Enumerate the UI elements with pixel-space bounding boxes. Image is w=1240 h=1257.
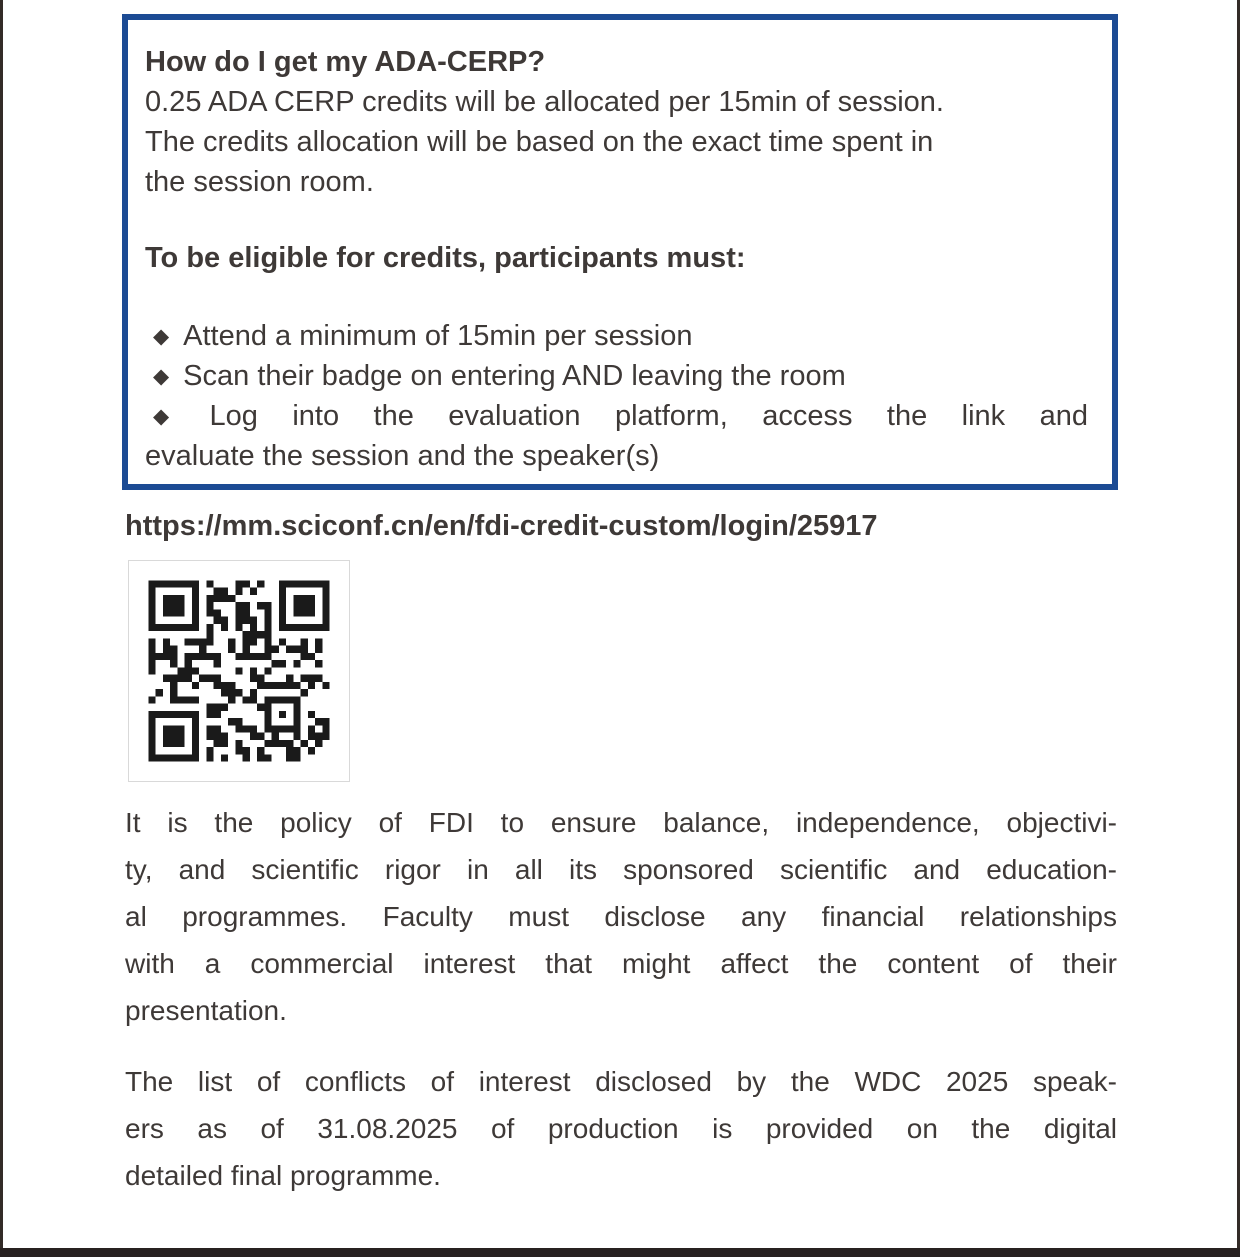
bullet-item bbox=[145, 396, 1088, 436]
text-line: with a commercial interest that might affect the content of their bbox=[125, 948, 1117, 979]
bullet-diamond-icon: ◆ bbox=[153, 404, 196, 428]
qr-image bbox=[134, 566, 344, 776]
qr-code bbox=[128, 560, 350, 782]
text-line: The list of conflicts of interest disclosed by the WDC 2025 speak- bbox=[125, 1066, 1117, 1097]
text-line: presentation. bbox=[125, 995, 287, 1026]
text-line: ers as of 31.08.2025 of production is provided on the digital bbox=[125, 1113, 1117, 1144]
bullet-text: Scan their badge on entering AND leaving the room bbox=[183, 360, 846, 392]
text-line: al programmes. Faculty must disclose any financial relationships bbox=[125, 901, 1117, 932]
bullet-text-continuation: evaluate the session and the speaker(s) bbox=[145, 440, 660, 472]
box-heading: How do I get my ADA-CERP? bbox=[145, 46, 546, 78]
frame-bottom-bar bbox=[0, 1248, 1240, 1257]
bullet-item bbox=[145, 356, 1088, 396]
box-text-line: 0.25 ADA CERP credits will be allocated per 15min of session. bbox=[145, 86, 944, 118]
bullet-text: Attend a minimum of 15min per session bbox=[183, 320, 693, 352]
box-text-line: the session room. bbox=[145, 166, 374, 198]
text-line: It is the policy of FDI to ensure balance, independence, objectivi- bbox=[125, 807, 1117, 838]
text-line: ty, and scientific rigor in all its sponsored scientific and education- bbox=[125, 854, 1117, 885]
credits-info-box bbox=[122, 14, 1118, 490]
eligibility-heading: To be eligible for credits, participants must: bbox=[145, 242, 746, 274]
bullet-diamond-icon: ◆ bbox=[153, 364, 170, 388]
bullet-diamond-icon: ◆ bbox=[153, 324, 170, 348]
policy-paragraph-1 bbox=[125, 799, 1117, 1034]
credit-login-url[interactable]: https://mm.sciconf.cn/en/fdi-credit-custom/login/25917 bbox=[125, 510, 878, 542]
policy-paragraph-2 bbox=[125, 1058, 1117, 1199]
bullet-item bbox=[145, 316, 1088, 356]
frame-left-border bbox=[0, 0, 3, 1257]
bullet-text: Log into the evaluation platform, access the link and bbox=[209, 400, 1088, 432]
text-line: detailed final programme. bbox=[125, 1160, 441, 1191]
box-text-line: The credits allocation will be based on the exact time spent in bbox=[145, 126, 934, 158]
